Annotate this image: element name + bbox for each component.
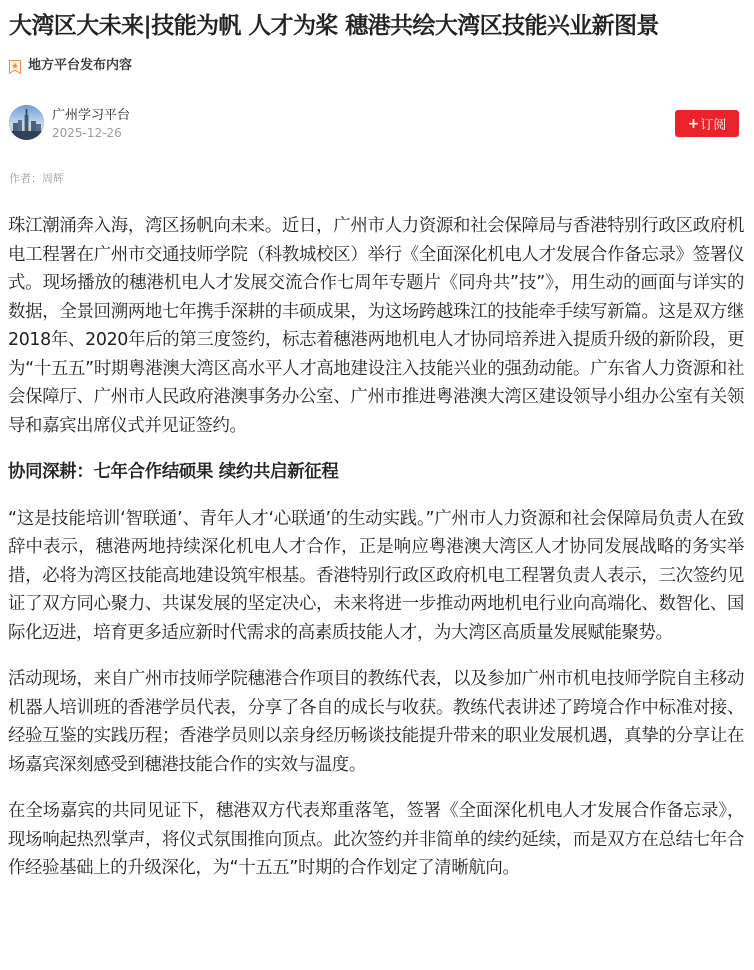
source-tag bbox=[9, 57, 132, 75]
article-title: 大湾区大未来|技能为帆 人才为桨 穗港共绘大湾区技能兴业新图景 bbox=[9, 13, 659, 39]
plus-icon: + bbox=[687, 115, 700, 132]
author-label: 作者： bbox=[9, 172, 42, 185]
subscribe-button[interactable] bbox=[675, 110, 739, 137]
publisher-avatar[interactable] bbox=[9, 105, 44, 140]
subscribe-label: 订阅 bbox=[700, 118, 727, 133]
bookmark-badge-icon bbox=[9, 59, 21, 73]
publisher-row bbox=[9, 105, 741, 145]
article-body bbox=[8, 212, 744, 883]
section-heading: 协同深耕：七年合作结硕果 续约共启新征程 bbox=[8, 462, 339, 482]
publisher-name[interactable]: 广州学习平台 bbox=[52, 108, 131, 123]
article-paragraph: 在全场嘉宾的共同见证下，穗港双方代表郑重落笔，签署《全面深化机电人才发展合作备忘录》，现场响起热烈掌声，将仪式氛围推向顶点。此次签约并非简单的续约延续，而是双方在总结七年合作经验基础上的升级深化，为“十五五”时期的合作划定了清晰航向。 bbox=[8, 801, 744, 878]
article-paragraph: 珠江潮涌奔入海，湾区扬帆向未来。近日，广州市人力资源和社会保障局与香港特别行政区政府机电工程署在广州市交通技师学院（科教城校区）举行《全面深化机电人才发展合作备忘录》签署仪式。现场播放的穗港机电人才发展交流合作七周年专题片《同舟共”技”》，用生动的画面与详实的数据，全景回溯两地七年携手深耕的丰硕成果，为这场跨越珠江的技能牵手续写新篇。这是双方继2018年、2020年后的第三度签约，标志着穗港两地机电人才协同培养进入提质升级的新阶段，更为“十五五”时期粤港澳大湾区高水平人才高地建设注入技能兴业的强劲动能。广东省人力资源和社会保障厅、广州市人民政府港澳事务办公室、广州市推进粤港澳大湾区建设领导小组办公室有关领导和嘉宾出席仪式并见证签约。 bbox=[8, 216, 744, 436]
source-tag-label: 地方平台发布内容 bbox=[28, 58, 133, 73]
publish-date: 2025-12-26 bbox=[52, 126, 122, 140]
author-name: 周辉 bbox=[42, 172, 64, 185]
city-skyline-avatar bbox=[9, 105, 44, 140]
article-paragraph: “这是技能培训‘智联通’、青年人才‘心联通’的生动实践。”广州市人力资源和社会保障局负责人在致辞中表示，穗港两地持续深化机电人才合作，正是响应粤港澳大湾区人才协同发展战略的务实举措，必将为湾区技能高地建设筑牢根基。香港特别行政区政府机电工程署负责人表示，三次签约见证了双方同心聚力、共谋发展的坚定决心，未来将进一步推动两地机电行业向高端化、数智化、国际化迈进，培育更多适应新时代需求的高素质技能人才，为大湾区高质量发展赋能聚势。 bbox=[8, 508, 744, 643]
author-byline bbox=[9, 171, 64, 187]
article-paragraph: 活动现场，来自广州市技师学院穗港合作项目的教练代表，以及参加广州市机电技师学院自主移动机器人培训班的香港学员代表，分享了各自的成长与收获。教练代表讲述了跨境合作中标准对接、经验互鉴的实践历程；香港学员则以亲身经历畅谈技能提升带来的职业发展机遇，真挚的分享让在场嘉宾深刻感受到穗港技能合作的实效与温度。 bbox=[8, 669, 744, 775]
